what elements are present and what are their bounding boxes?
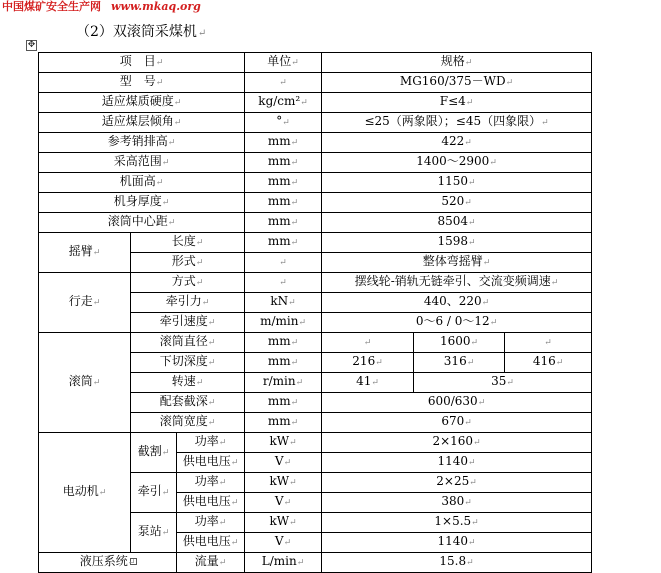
row-spec: 1600↵: [414, 333, 505, 353]
row-spec: 1140↵: [322, 533, 592, 553]
row-spec: 670↵: [322, 413, 592, 433]
section-heading: [76, 21, 206, 41]
row-label: 适应煤层倾角↵: [39, 113, 245, 133]
row-label: 功率↵: [177, 473, 245, 493]
row-label: 供电电压↵: [177, 533, 245, 553]
row-unit: mm↵: [245, 213, 322, 233]
row-unit: kN↵: [245, 293, 322, 313]
row-spec: 600/630↵: [322, 393, 592, 413]
row-label: 转速↵: [131, 373, 245, 393]
row-label: 适应煤质硬度↵: [39, 93, 245, 113]
row-unit: kW↵: [245, 433, 322, 453]
row-spec: 440、220↵: [322, 293, 592, 313]
row-spec: MG160/375－WD↵: [322, 73, 592, 93]
row-spec: 整体弯摇臂↵: [322, 253, 592, 273]
row-spec: 1×5.5↵: [322, 513, 592, 533]
row-spec: 316↵: [414, 353, 505, 373]
spec-table: [38, 52, 592, 573]
row-label: 牵引速度↵: [131, 313, 245, 333]
row-unit: kW↵: [245, 513, 322, 533]
row-unit: mm↵: [245, 393, 322, 413]
row-label: 供电电压↵: [177, 493, 245, 513]
row-label: 配套截深↵: [131, 393, 245, 413]
row-spec: ≤25（两象限）；≤45（四象限）↵: [322, 113, 592, 133]
row-label: 型 号↵: [39, 73, 245, 93]
row-spec: 41↵: [322, 373, 414, 393]
watermark-url[interactable]: www.mkaq.org: [111, 0, 201, 13]
table-move-handle-icon[interactable]: ✥: [27, 40, 36, 50]
row-unit: mm↵: [245, 133, 322, 153]
group-label: 电动机↵: [39, 433, 131, 553]
row-spec: 2×25↵: [322, 473, 592, 493]
group-label: 摇臂↵: [39, 233, 131, 273]
row-spec: 摆线轮-销轨无链牵引、交流变频调速↵: [322, 273, 592, 293]
row-unit: ↵: [245, 273, 322, 293]
row-label: 滚筒中心距↵: [39, 213, 245, 233]
row-unit: V↵: [245, 453, 322, 473]
row-label: 机身厚度↵: [39, 193, 245, 213]
row-spec: 416↵: [505, 353, 592, 373]
row-unit: ↵: [245, 73, 322, 93]
row-spec: 1598↵: [322, 233, 592, 253]
row-unit: m/min↵: [245, 313, 322, 333]
row-label: 功率↵: [177, 513, 245, 533]
row-unit: mm↵: [245, 233, 322, 253]
row-label: 供电电压↵: [177, 453, 245, 473]
heading-text: （2）双滚筒采煤机: [76, 24, 197, 40]
row-spec: 0～6 / 0～12↵: [322, 313, 592, 333]
table-row: [39, 73, 592, 93]
subgroup-label: 牵引↵: [131, 473, 177, 513]
row-label: 形式↵: [131, 253, 245, 273]
row-label: 滚筒直径↵: [131, 333, 245, 353]
row-spec: 8504↵: [322, 213, 592, 233]
row-unit: mm↵: [245, 173, 322, 193]
row-spec: 2×160↵: [322, 433, 592, 453]
row-spec: F≤4↵: [322, 93, 592, 113]
row-spec-empty: ↵: [322, 333, 414, 353]
table-row: [39, 153, 592, 173]
row-unit: r/min↵: [245, 373, 322, 393]
row-label: 长度↵: [131, 233, 245, 253]
table-row: [39, 273, 592, 293]
row-spec: 520↵: [322, 193, 592, 213]
table-row: [39, 233, 592, 253]
subgroup-label: 泵站↵: [131, 513, 177, 553]
row-spec: 380↵: [322, 493, 592, 513]
subgroup-label: 截割↵: [131, 433, 177, 473]
row-unit: mm↵: [245, 193, 322, 213]
row-unit: mm↵: [245, 153, 322, 173]
row-unit: kg/cm²↵: [245, 93, 322, 113]
table-row: [39, 433, 592, 453]
row-spec-empty: ↵: [505, 333, 592, 353]
row-unit: mm↵: [245, 353, 322, 373]
row-label: 参考销排高↵: [39, 133, 245, 153]
row-unit: V↵: [245, 533, 322, 553]
row-unit: kW↵: [245, 473, 322, 493]
paragraph-mark-icon: ↵: [197, 28, 207, 39]
row-spec: 15.8↵: [322, 553, 592, 573]
table-row: [39, 213, 592, 233]
group-label: 行走↵: [39, 273, 131, 333]
row-unit: ↵: [245, 253, 322, 273]
row-label: 流量↵: [177, 553, 245, 573]
group-label: 液压系统↵: [39, 553, 177, 573]
table-row: [39, 93, 592, 113]
header-spec: 规格↵: [322, 53, 592, 73]
row-unit: V↵: [245, 493, 322, 513]
row-label: 滚筒宽度↵: [131, 413, 245, 433]
row-spec: 216↵: [322, 353, 414, 373]
header-item: 项 目↵: [39, 53, 245, 73]
table-row: [39, 173, 592, 193]
row-spec: 422↵: [322, 133, 592, 153]
row-label: 功率↵: [177, 433, 245, 453]
row-unit: mm↵: [245, 413, 322, 433]
header-unit: 单位↵: [245, 53, 322, 73]
watermark-site: 中国煤矿安全生产网: [2, 0, 101, 13]
table-row: [39, 333, 592, 353]
row-label: 下切深度↵: [131, 353, 245, 373]
row-label: 方式↵: [131, 273, 245, 293]
table-row: [39, 133, 592, 153]
row-spec: 1140↵: [322, 453, 592, 473]
row-spec: 1150↵: [322, 173, 592, 193]
row-unit: L/min↵: [245, 553, 322, 573]
table-row: [39, 53, 592, 73]
site-watermark: [2, 0, 201, 14]
row-unit: °↵: [245, 113, 322, 133]
row-label: 采高范围↵: [39, 153, 245, 173]
row-unit: mm↵: [245, 333, 322, 353]
group-label: 滚筒↵: [39, 333, 131, 433]
row-label: 机面高↵: [39, 173, 245, 193]
row-label: 牵引力↵: [131, 293, 245, 313]
row-spec: 1400～2900↵: [322, 153, 592, 173]
table-row: [39, 113, 592, 133]
row-spec: 35↵: [414, 373, 592, 393]
table-row: [39, 193, 592, 213]
